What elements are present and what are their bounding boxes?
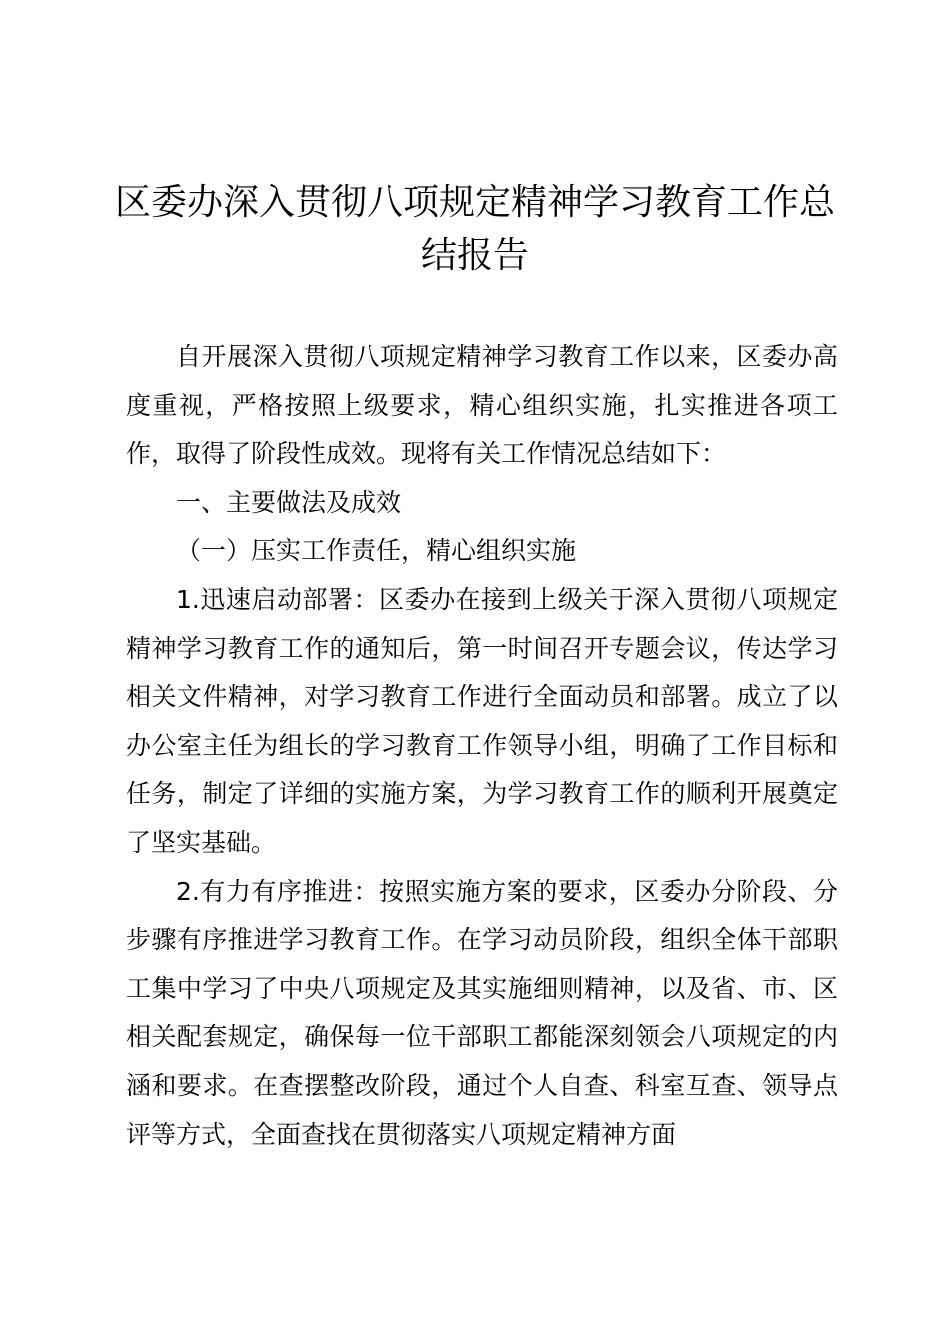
- section-heading: 一、主要做法及成效: [176, 487, 402, 517]
- intro-paragraph: 自开展深入贯彻八项规定精神学习教育工作以来，区委办高度重视，严格按照上级要求，精心组织实施，扎实推进各项工作，取得了阶段性成效。现将有关工作情况总结如下：: [126, 342, 838, 469]
- document-title: 区委办深入贯彻八项规定精神学习教育工作总结报告: [114, 182, 835, 276]
- body-paragraph: 1.迅速启动部署：区委办在接到上级关于深入贯彻八项规定精神学习教育工作的通知后，第一时间召开专题会议，传达学习相关文件精神，对学习教育工作进行全面动员和部署。成立了以办公室主任为组长的学习教育工作领导小组，明确了工作目标和任务，制定了详细的实施方案，为学习教育工作的顺利开展奠定了坚实基础。: [126, 584, 838, 857]
- document-body: [126, 333, 838, 1159]
- body-paragraph: 2.有力有序推进：按照实施方案的要求，区委办分阶段、分步骤有序推进学习教育工作。在学习动员阶段，组织全体干部职工集中学习了中央八项规定及其实施细则精神，以及省、市、区相关配套规定，确保每一位干部职工都能深刻领会八项规定的内涵和要求。在查摆整改阶段，通过个人自查、科室互查、领导点评等方式，全面查找在贯彻落实八项规定精神方面: [126, 876, 838, 1149]
- subsection-heading: （一）压实工作责任，精心组织实施: [176, 536, 577, 566]
